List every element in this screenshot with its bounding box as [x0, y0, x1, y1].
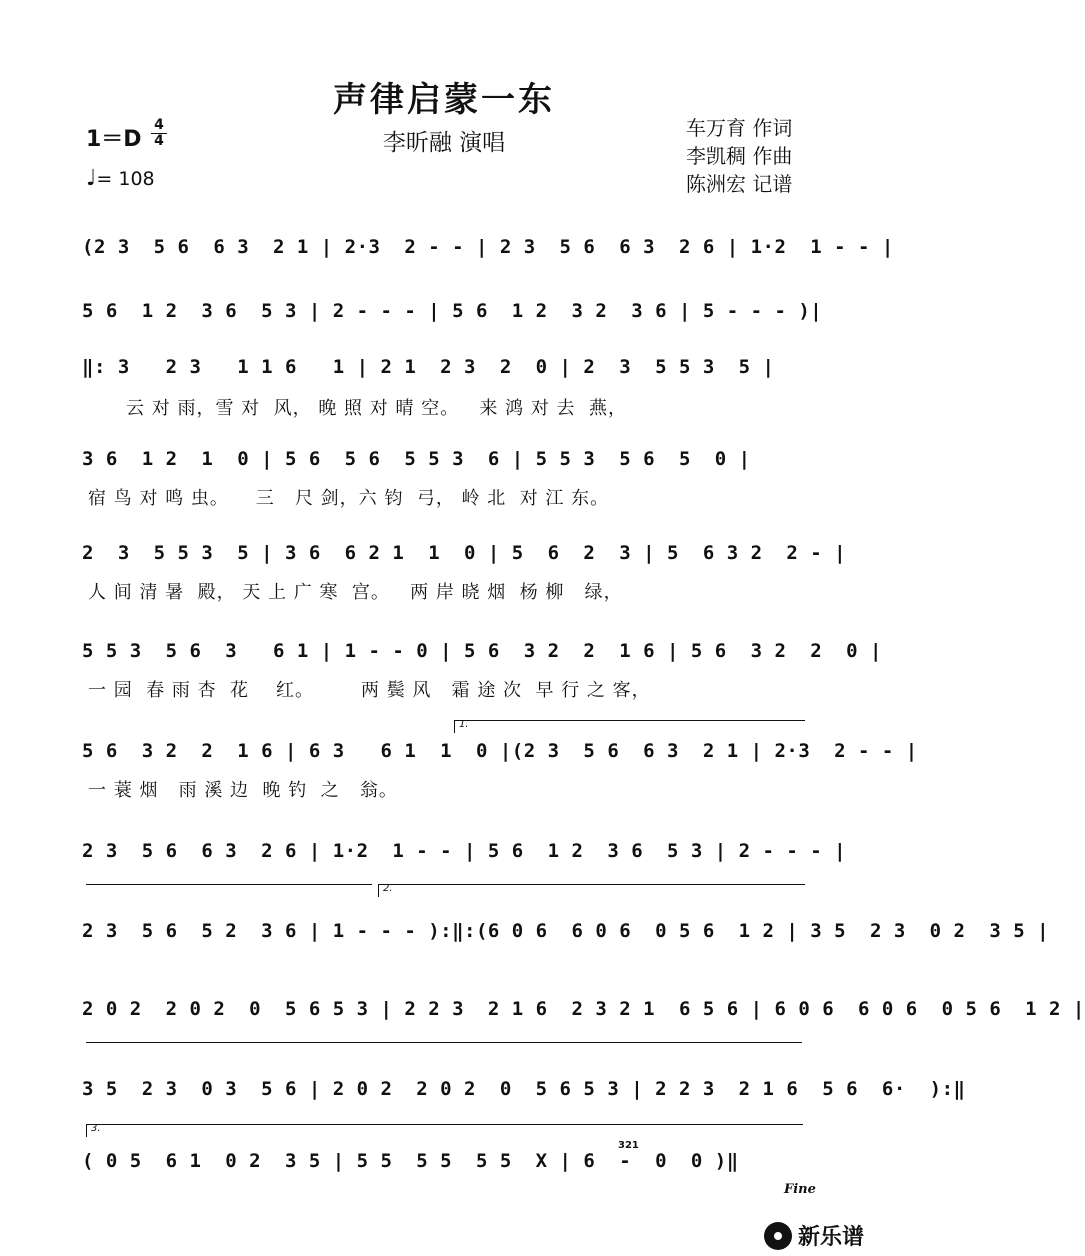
notation-line: ( 0 5 6 1 0 2 3 5 | 5 5 5 5 5 5 X | 6 - 0 0 )‖ — [82, 1150, 739, 1172]
volta-2-bracket — [378, 884, 805, 897]
time-signature — [150, 118, 168, 149]
notation-line: 3 6 1 2 1 0 | 5 6 5 6 5 5 3 6 | 5 5 3 5 6 5 0 | — [82, 448, 751, 470]
lyrics-line: 一 蓑 烟 雨 溪 边 晚 钓 之 翁。 — [88, 780, 398, 801]
volta-1-label: 1. — [459, 719, 469, 730]
notation-line: 2 3 5 6 5 2 3 6 | 1 - - - ):‖:(6 0 6 6 0 6 0 5 6 1 2 | 3 5 2 3 0 2 3 5 | — [82, 920, 1050, 942]
notation-line: ‖: 3 2 3 1 1 6 1 | 2 1 2 3 2 0 | 2 3 5 5 3 5 | — [82, 356, 775, 378]
song-title: 声律启蒙一东 — [333, 80, 555, 120]
quarter-note-icon: ♩ — [86, 166, 97, 191]
lyrics-line: 云 对 雨，雪 对 风， 晚 照 对 晴 空。 来 鸿 对 去 燕， — [126, 398, 627, 419]
credits — [686, 114, 792, 198]
tempo-marking — [86, 166, 155, 191]
meter-top: 4 — [154, 117, 164, 133]
notation-line: 3 5 2 3 0 3 5 6 | 2 0 2 2 0 2 0 5 6 5 3 | 2 2 3 2 1 6 5 6 6· ):‖ — [82, 1078, 966, 1100]
meter-bottom: 4 — [154, 133, 164, 149]
site-logo — [764, 1220, 864, 1251]
volta-1-bracket — [454, 720, 805, 733]
lyrics-line: 人 间 清 暑 殿， 天 上 广 寒 宫。 两 岸 晓 烟 杨 柳 绿， — [88, 582, 623, 603]
tempo-value: = 108 — [96, 168, 155, 190]
grace-note-321: 321 — [618, 1140, 639, 1151]
volta-1-continuation — [86, 884, 372, 885]
fine-marking: Fine — [784, 1182, 816, 1197]
lyrics-line: 宿 鸟 对 鸣 虫。 三 尺 剑，六 钧 弓， 岭 北 对 江 东。 — [88, 488, 610, 509]
notation-line: 2 0 2 2 0 2 0 5 6 5 3 | 2 2 3 2 1 6 2 3 2 1 6 5 6 | 6 0 6 6 0 6 0 5 6 1 2 | — [82, 998, 1085, 1020]
transcriber: 陈洲宏 记谱 — [686, 172, 793, 196]
lyrics-line: 一 园 春 雨 杏 花 红。 两 鬓 风 霜 途 次 早 行 之 客， — [88, 680, 651, 701]
notation-line: 5 6 3 2 2 1 6 | 6 3 6 1 1 0 |(2 3 5 6 6 3 2 1 | 2·3 2 - - | — [82, 740, 918, 762]
volta-2-continuation — [86, 1042, 802, 1043]
lyricist: 车万育 作词 — [686, 116, 793, 140]
volta-3-bracket — [86, 1124, 803, 1137]
volta-3-label: 3. — [91, 1123, 101, 1134]
record-disc-icon — [764, 1222, 792, 1250]
notation-line: 5 6 1 2 3 6 5 3 | 2 - - - | 5 6 1 2 3 2 3 6 | 5 - - - )| — [82, 300, 823, 322]
notation-line: (2 3 5 6 6 3 2 1 | 2·3 2 - - | 2 3 5 6 6 3 2 6 | 1·2 1 - - | — [82, 236, 894, 258]
composer: 李凯稠 作曲 — [686, 144, 793, 168]
notation-line: 2 3 5 5 3 5 | 3 6 6 2 1 1 0 | 5 6 2 3 | 5 6 3 2 2 - | — [82, 542, 847, 564]
singer-credit: 李昕融 演唱 — [382, 130, 506, 156]
notation-line: 5 5 3 5 6 3 6 1 | 1 - - 0 | 5 6 3 2 2 1 6 | 5 6 3 2 2 0 | — [82, 640, 882, 662]
volta-2-label: 2. — [383, 883, 393, 894]
notation-line: 2 3 5 6 6 3 2 6 | 1·2 1 - - | 5 6 1 2 3 6 5 3 | 2 - - - | — [82, 840, 847, 862]
logo-text: 新乐谱 — [798, 1225, 865, 1250]
key-signature: 1＝D — [86, 127, 142, 152]
